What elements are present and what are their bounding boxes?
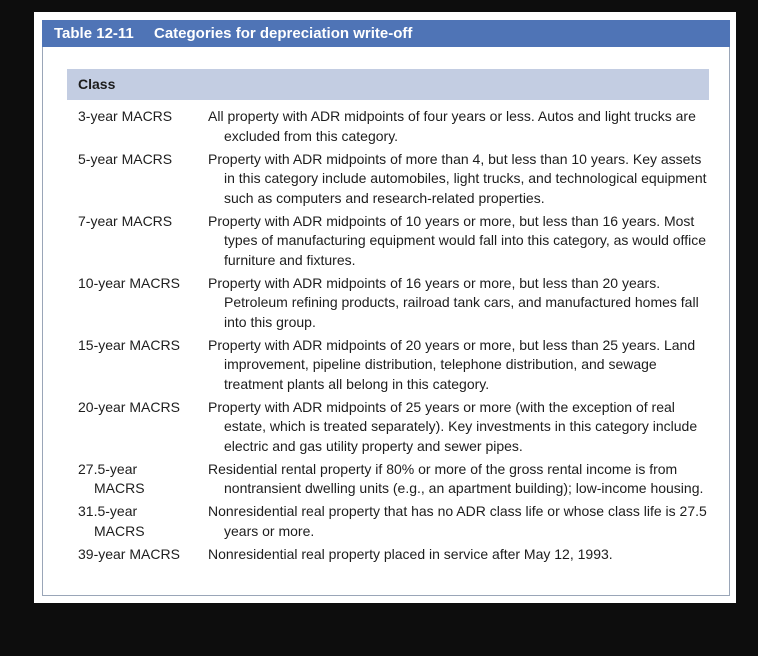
table-row — [78, 460, 710, 499]
class-cell: 10-year MACRS — [78, 274, 180, 291]
description-cell: All property with ADR midpoints of four years or less. Autos and light trucks are excluded from this category. — [208, 108, 696, 144]
class-cell: 3-year MACRS — [78, 108, 173, 124]
table-row — [78, 545, 710, 565]
column-header: Class — [67, 69, 709, 100]
class-cell: 7-year MACRS — [78, 212, 173, 229]
class-cell: 31.5-year MACRS — [78, 503, 145, 539]
description-cell: Property with ADR midpoints of 20 years or more, but less than 25 years. Land improvement, pipeline distribution, telephone distribution, and sewage treatment plants all belong in this category. — [208, 336, 696, 392]
table-row — [78, 150, 710, 209]
description-cell: Property with ADR midpoints of 10 years or more, but less than 16 years. Most types of manufacturing equipment would fall into this category, as would office furniture and fixtures. — [208, 212, 706, 268]
description-cell: Nonresidential real property placed in service after May 12, 1993. — [208, 545, 613, 562]
class-cell: 27.5-year MACRS — [78, 460, 145, 496]
class-cell: 20-year MACRS — [78, 398, 180, 415]
description-cell: Property with ADR midpoints of 16 years or more, but less than 20 years. Petroleum refining products, railroad tank cars, and manufactured homes fall into this group. — [208, 274, 699, 330]
table-row — [78, 398, 710, 457]
class-cell: 39-year MACRS — [78, 545, 180, 562]
table-row — [78, 336, 710, 395]
description-cell: Residential rental property if 80% or more of the gross rental income is from nontransient dwelling units (e.g., an apartment building); low-income housing. — [208, 460, 704, 496]
table-row — [78, 107, 710, 146]
class-cell: 5-year MACRS — [78, 150, 173, 167]
description-cell: Property with ADR midpoints of 25 years or more (with the exception of real estate, which is treated separately). Key investments in this category include electric and gas utility property and sewer pipes. — [208, 398, 698, 454]
description-cell: Nonresidential real property that has no ADR class life or whose class life is 27.5 years or more. — [208, 503, 707, 539]
table-number: Table 12-11 — [54, 25, 134, 42]
table-row — [78, 502, 710, 541]
description-cell: Property with ADR midpoints of more than 4, but less than 10 years. Key assets in this category include automobiles, light trucks, and technological equipment such as computers and research-related properties. — [208, 150, 707, 206]
table-title: Categories for depreciation write-off — [154, 25, 413, 42]
table-row — [78, 274, 710, 333]
table-card — [34, 12, 736, 603]
table-row — [78, 212, 710, 271]
table-title-bar — [42, 20, 730, 47]
table-body — [78, 107, 710, 568]
class-cell: 15-year MACRS — [78, 336, 180, 353]
